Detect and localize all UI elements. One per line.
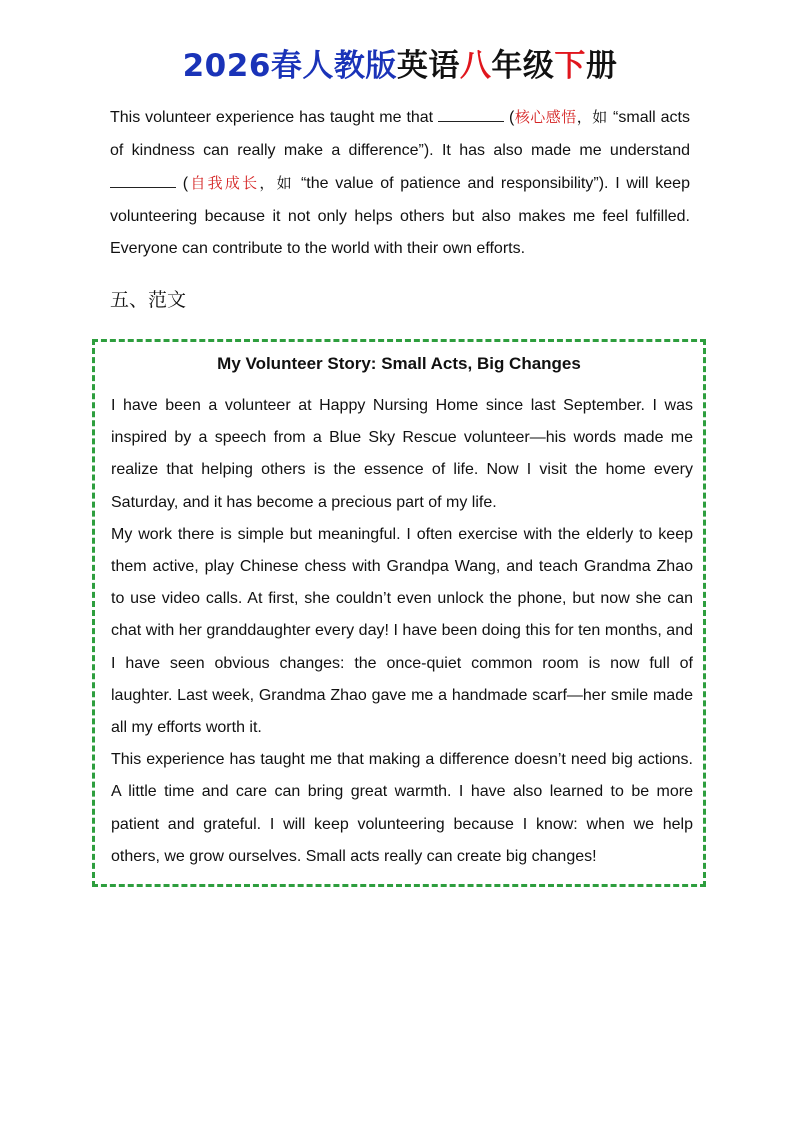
writing-template-paragraph — [110, 101, 690, 266]
essay-paragraph-3: This experience has taught me that making a difference doesn’t need big actions. A little time and care can bring great warmth. I have also learned to be more patient and grateful. I will keep volunteering because I know: when we help others, we grow ourselves. Small acts really can create big changes! — [111, 751, 693, 865]
section-heading-model-essay: 五、范文 — [110, 289, 187, 311]
intro-sentence-1: This volunteer experience has taught me that — [110, 109, 439, 126]
fill-blank-2 — [110, 173, 176, 188]
hint-1-connector: ，如 — [576, 108, 614, 126]
essay-paragraph-2: My work there is simple but meaningful. I often exercise with the elderly to keep them active, play Chinese chess with Grandpa Wang, and teach Grandma Zhao to use video calls. At first, she couldn’t even unlock the phone, but now she can chat with her granddaughter every day! I have been doing this for ten months, and I have seen obvious changes: the once-quiet common room is now full of laughter. Last week, Grandma Zhao gave me a handmade scarf—her smile made all my efforts worth it. — [111, 525, 693, 737]
hint-1-open: ( — [504, 109, 515, 126]
hint-1-text: “small acts of kindness can really make a difference”). It has also made me understand — [110, 109, 690, 159]
header-book: 册 — [585, 48, 618, 84]
hint-2-connector: ，如 — [259, 174, 301, 192]
header-volume: 下 — [554, 48, 586, 84]
page-header-title — [0, 44, 800, 88]
header-grade-word: 年级 — [491, 48, 555, 84]
header-year: 2026 — [182, 48, 271, 84]
hint-2-keyword: 自我成长 — [188, 174, 260, 192]
model-essay-box — [92, 339, 706, 887]
hint-2-text: “the value of patience and responsibility”). I will keep volunteering because it not only helps others but also makes me feel fulfilled. Everyone can contribute to the world with their own efforts. — [110, 175, 690, 257]
hint-2-open: ( — [176, 175, 189, 192]
hint-1-keyword: 核心感悟 — [514, 108, 577, 126]
fill-blank-1 — [438, 107, 504, 122]
header-subject: 英语 — [396, 48, 460, 84]
essay-paragraph-1: I have been a volunteer at Happy Nursing Home since last September. I was inspired by a speech from a Blue Sky Rescue volunteer—his words made me realize that helping others is the essence of life. Now I visit the home every Saturday, and it has become a precious part of my life. — [111, 397, 693, 511]
essay-title: My Volunteer Story: Small Acts, Big Changes — [217, 354, 581, 373]
essay-body — [111, 390, 693, 873]
header-edition: 春人教版 — [270, 48, 397, 84]
header-grade-number: 八 — [459, 48, 492, 84]
